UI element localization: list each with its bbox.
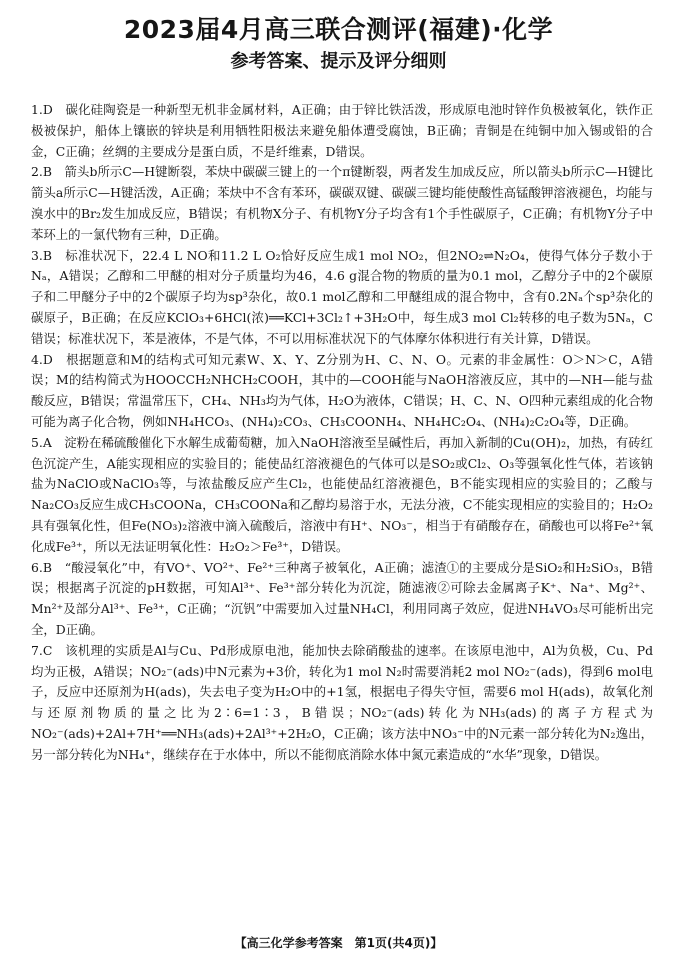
answer-number: 1.D	[31, 102, 53, 117]
answer-item-4	[31, 350, 653, 433]
answer-number: 4.D	[31, 351, 53, 367]
answer-text: 标准状况下，22.4 L NO和11.2 L O₂恰好反应生成1 mol NO₂，但2NO₂⇌N₂O₄，使得气体分子数小于Nₐ，A错误；乙醇和二甲醚的相对分子质量均为46，4.6 g混合物的物质的量为0.1 mol，乙醇分子中的2个碳原子和二甲醚分子中的2个碳原子均为sp³杂化，故0.1 mol乙醇和二甲醚组成的混合物中，含有0.2Nₐ个sp³杂化的碳原子，B正确；在反应KClO₃+6HCl(浓)══KCl+3Cl₂↑+3H₂O中，每生成3 mol Cl₂转移的电子数为5Nₐ，C错误；标准状况下，苯是液体，不是气体，不可以用标准状况下的气体摩尔体积进行有关计算，D错误。	[31, 247, 653, 346]
answer-number: 5.A	[31, 434, 52, 450]
answer-number: 7.C	[31, 642, 53, 658]
answer-text: 碳化硅陶瓷是一种新型无机非金属材料，A正确；由于锌比铁活泼，形成原电池时锌作负极被氧化，铁作正极被保护，船体上镶嵌的锌块是利用牺牲阳极法来避免船体遭受腐蚀，B正确；青铜是在纯铜中加入锡或铅的合金，C正确；丝绸的主要成分是蛋白质，不是纤维素，D错误。	[31, 102, 653, 159]
answer-item-1	[31, 100, 653, 162]
page-footer: 【高三化学参考答案 第1页(共4页)】	[234, 936, 443, 950]
answer-item-2	[31, 162, 653, 245]
answer-number: 2.B	[31, 164, 52, 180]
answer-text: “酸浸氧化”中，有VO⁺、VO²⁺、Fe²⁺三种离子被氧化，A正确；滤渣①的主要成分是SiO₂和H₂SiO₃，B错误；根据离子沉淀的pH数据，可知Al³⁺、Fe³⁺部分转化为沉淀，随滤液②可除去金属离子K⁺、Na⁺、Mg²⁺、Mn²⁺及部分Al³⁺、Fe³⁺，C正确；“沉钒”中需要加入过量NH₄Cl，利用同离子效应，促进NH₄VO₃尽可能析出完全，D正确。	[31, 559, 654, 637]
answer-text: 淀粉在稀硫酸催化下水解生成葡萄糖，加入NaOH溶液至呈碱性后，再加入新制的Cu(OH)₂，加热，有砖红色沉淀产生，A能实现相应的实验目的；能使品红溶液褪色的气体可以是SO₂或Cl₂、O₃等强氧化性气体，若该钠盐为NaClO或NaClO₃等，与浓盐酸反应产生Cl₂，也能使品红溶液褪色，B不能实现相应的实验目的；乙酸与Na₂CO₃反应生成CH₃COONa，CH₃COONa和乙醇均易溶于水，无法分液，C不能实现相应的实验目的；H₂O₂具有强氧化性，但Fe(NO₃)₂溶液中滴入硫酸后，溶液中有H⁺、NO₃⁻，相当于有硝酸存在，硝酸也可以将Fe²⁺氧化成Fe³⁺，所以无法证明氧化性：H₂O₂＞Fe³⁺，D错误。	[31, 434, 653, 554]
answer-text: 该机理的实质是Al与Cu、Pd形成原电池，能加快去除硝酸盐的速率。在该原电池中，Al为负极，Cu、Pd均为正极，A错误；NO₂⁻(ads)中N元素为+3价，转化为1 mol N₂时需要消耗2 mol NO₂⁻(ads)，得到6 mol电子，反应中还原剂为H(ads)，失去电子变为H₂O中的+1氢，根据电子得失守恒，需要6 mol H(ads)，故氧化剂与还原剂物质的量之比为2∶6=1∶3，B错误；NO₂⁻(ads)转化为NH₃(ads)的离子方程式为NO₂⁻(ads)+2Al+7H⁺══NH₃(ads)+2Al³⁺+2H₂O，C正确；该方法中NO₃⁻中的N元素一部分转化为N₂逸出，另一部分转化为NH₄⁺，继续存在于水体中，所以不能彻底消除水体中氮元素造成的“水华”现象，D错误。	[31, 642, 654, 762]
answer-number: 6.B	[31, 559, 52, 575]
answer-item-5	[31, 433, 653, 558]
answer-text: 根据题意和M的结构式可知元素W、X、Y、Z分别为H、C、N、O。元素的非金属性：O＞N＞C，A错误；M的结构简式为HOOCCH₂NHCH₂COOH，其中的—COOH能与NaOH溶液反应，其中的—NH—能与盐酸反应，B错误；常温常压下，CH₄、NH₃均为气体，H₂O为液体，C错误；H、C、N、O四种元素组成的化合物可能为离子化合物，例如NH₄HCO₃、(NH₄)₂CO₃、CH₃COONH₄、NH₄HC₂O₄、(NH₄)₂C₂O₄等，D正确。	[31, 351, 654, 429]
answer-list	[31, 100, 653, 766]
answer-number: 3.B	[31, 247, 52, 263]
page-subtitle: 参考答案、提示及评分细则	[230, 51, 447, 72]
answer-item-3	[31, 246, 653, 350]
answer-text: 箭头b所示C—H键断裂，苯炔中碳碳三键上的一个π键断裂，两者发生加成反应，所以箭头b所示C—H键比箭头a所示C—H键活泼，A正确；苯炔中不含有苯环，碳碳双键、碳碳三键均能使酸性高锰酸钾溶液褪色，均能与溴水中的Br₂发生加成反应，B错误；有机物X分子、有机物Y分子均含有1个手性碳原子，C正确；有机物Y分子中苯环上的一氯代物有三种，D正确。	[31, 164, 653, 242]
answer-item-7	[31, 641, 653, 766]
answer-item-6	[31, 558, 653, 641]
page-title: 2023届4月高三联合测评(福建)·化学	[123, 15, 554, 44]
